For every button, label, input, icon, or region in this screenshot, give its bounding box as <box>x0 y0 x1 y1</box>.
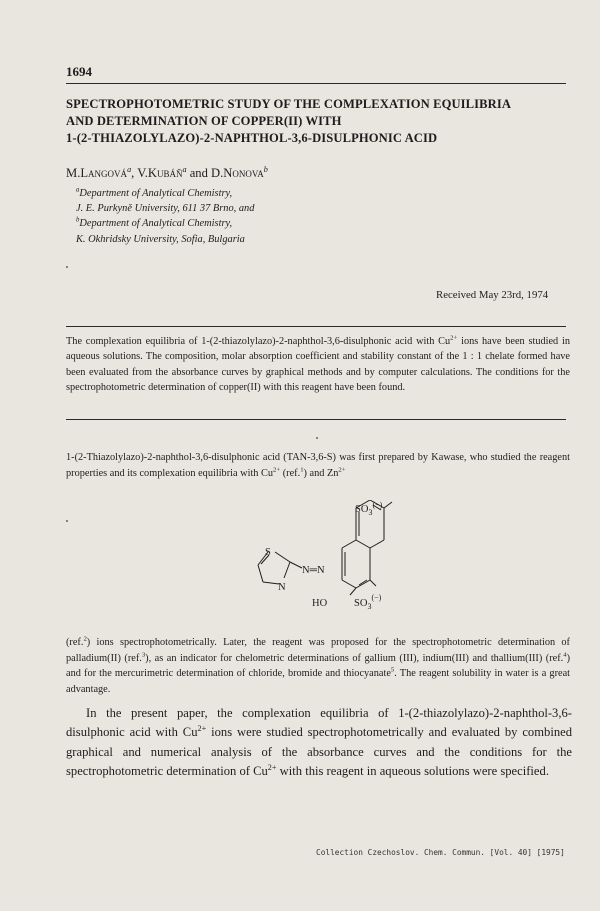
azo-group: N═N <box>302 565 325 576</box>
scan-speck <box>66 266 68 268</box>
title-line-1: SPECTROPHOTOMETRIC STUDY OF THE COMPLEXATION EQUILIBRIA <box>66 97 512 111</box>
chemical-structure <box>250 500 440 617</box>
scan-speck <box>316 437 318 439</box>
body-paragraph-3: In the present paper, the complexation equilibria of 1-(2-thiazolylazo)-2-naphthol-3,6-disulphonic acid with $Cu^{2+}$ ions were studied spectrophotometrically and evaluated by combined graphical and numerical analysis of the absorbance curves and the conditions for the spectrophotometric determination of $Cu^{2+}$ with this reagent in aqueous solutions were specified. <box>66 706 572 779</box>
title-line-3: 1-(2-THIAZOLYLAZO)-2-NAPHTHOL-3,6-DISULPHONIC ACID <box>66 131 438 145</box>
author-3-name: Nonova <box>223 166 264 180</box>
hydroxyl-label: HO <box>312 598 328 609</box>
affiliations <box>76 186 254 247</box>
affiliation-mark-a: a <box>76 186 80 194</box>
atom-n-ring: N <box>278 582 286 593</box>
received-date: Received May 23rd, 1974 <box>436 289 549 301</box>
author-2-name: Kubáň <box>147 166 183 180</box>
author-list <box>66 166 268 181</box>
author-1-name: Langová <box>80 166 128 180</box>
scan-speck <box>66 520 68 522</box>
header-rule <box>66 83 566 84</box>
abstract-top-rule <box>66 326 566 327</box>
affiliation-line-3: $^b$Department of Analytical Chemistry, <box>76 216 233 230</box>
author-1-initial: M. <box>66 166 81 180</box>
author-3-mark: b <box>263 164 268 174</box>
author-1-mark: a <box>127 164 132 174</box>
body-paragraph-1: 1-(2-Thiazolylazo)-2-naphthol-3,6-disulphonic acid (TAN-3,6-S) was first prepared by Kawase, who studied the reagent properties and its complexation equilibria with $Cu^{2+}$ (ref.$^1$) and $Zn^{2+}$ <box>66 452 570 479</box>
page-number: 1694 <box>66 64 92 79</box>
structure-drawing <box>250 500 440 612</box>
author-2-initial: V. <box>137 166 148 180</box>
author-separator-2: and <box>186 166 212 180</box>
affiliation-mark-b: b <box>76 216 80 224</box>
author-3-initial: D. <box>211 166 224 180</box>
abstract: The complexation equilibria of 1-(2-thiazolylazo)-2-naphthol-3,6-disulphonic acid with $Cu^{2+}$ ions have been studied in aqueous solutions. The composition, molar absorption coefficient and stability constant of the 1 : 1 chelate formed have been evaluated from the absorbance curves by graphical methods and by computer calculations. The conditions for the spectrophotometric determination of copper(II) with this reagent have been found. <box>66 334 570 393</box>
so3-bottom-label: $SO_3^{(-)}$ <box>354 593 382 611</box>
affiliation-line-2: J. E. Purkyně University, 611 37 Brno, and <box>76 203 255 215</box>
body-paragraph-2: (ref.$^2$) ions spectrophotometrically. Later, the reagent was proposed for the spectrophotometric determination of palladium(II) (ref.$^3$), as an indicator for chelometric determinations of gallium (III), indium(III) and thallium(III) (ref.$^4$) and for the mercurimetric determination of chloride, bromide and thiocyanate$^5$. The reagent solubility in water is a great advantage. <box>66 635 570 695</box>
journal-footer: Collection Czechoslov. Chem. Commun. [Vol. 40] [1975] <box>316 848 565 857</box>
article-title <box>66 96 572 147</box>
affiliation-line-1: $^a$Department of Analytical Chemistry, <box>76 186 233 199</box>
title-line-2: AND DETERMINATION OF COPPER(II) WITH <box>66 114 342 128</box>
affiliation-line-4: K. Okhridsky University, Sofia, Bulgaria <box>76 233 245 245</box>
author-separator-1: , <box>131 166 138 180</box>
so3-top-label: $SO_3^{(-)}$ <box>355 500 383 518</box>
author-2-mark: a <box>182 164 187 174</box>
atom-s: S <box>265 547 271 558</box>
abstract-bottom-rule <box>66 419 566 420</box>
